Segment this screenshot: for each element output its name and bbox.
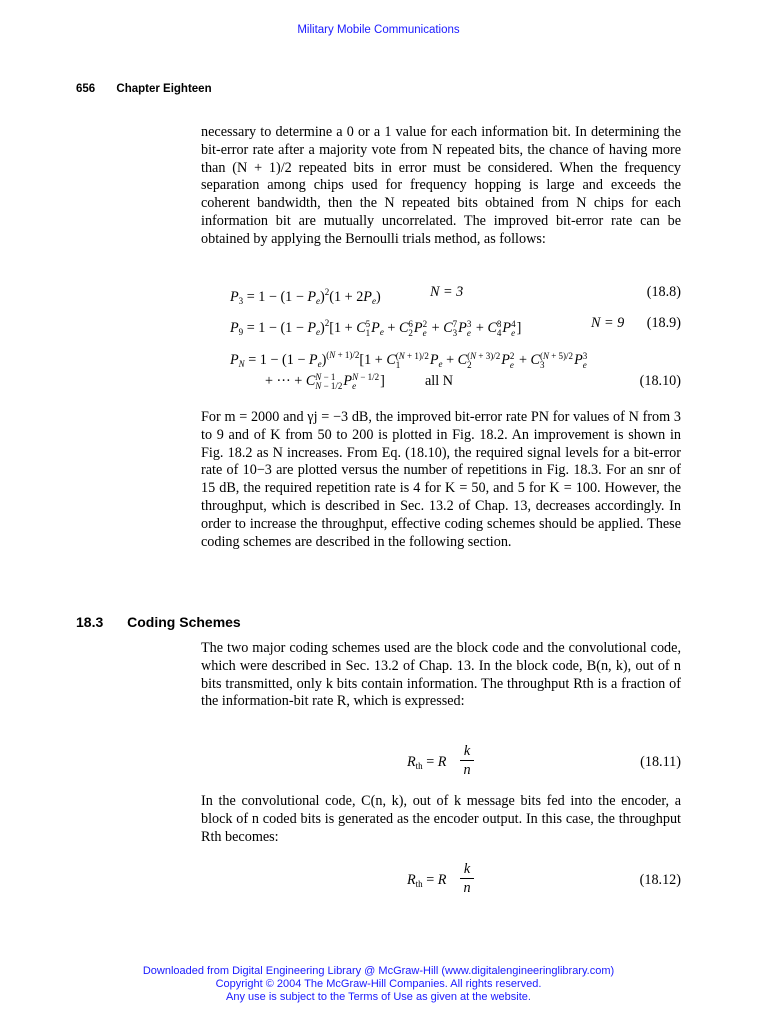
paragraph-bernoulli [201,124,681,249]
footer-terms-link[interactable]: Any use is subject to the Terms of Use as given at the website. [226,991,531,1003]
equation-body: $P_3 = 1 - (1 - P_e)^2(1 + 2P_e)$ [230,287,381,306]
equation-number: (18.8) [646,284,681,300]
equation-body: $P_N = 1 - (1 - P_e)^{(N + 1)/2}[1 + C(N + 1)/2$ 1 $P_e + C(N + 3)/2$ 2 P2 e + C(N + 5)/2 3 P3 e [230,350,588,370]
equation-number: (18.12) [639,872,681,888]
equation-condition: N = 3 [430,284,464,300]
equation-body: + ··· + CN − 1 N − 1/2PN − 1/2 e ] [265,371,385,391]
fraction-k-over-n: $\frac{k}{n}$ [460,742,474,779]
section-number: 18.3 [76,614,104,630]
paragraph-text: The two major coding schemes used are the block code and the convolutional code, which were described in Sec. 13.2 of Chap. 13. In the block code, B(n, k), out of n bits transmitted, only k bits contain information. The throughput Rth is a fraction of the information-bit rate R, which is expressed: [201,640,681,710]
paragraph-results [201,409,681,551]
equation-number: (18.9) [646,315,681,331]
paragraph-text: In the convolutional code, C(n, k), out of k message bits fed into the encoder, a block of n coded bits is generated as the encoder output. In this case, the throughput Rth becomes: [201,793,681,845]
equation-condition: all N [425,373,453,389]
section-heading [76,614,241,630]
paragraph-text: necessary to determine a 0 or a 1 value for each information bit. In determining the bit-error rate after a majority vote from N repeated bits, the chance of having more than (N + 1)/2 repeated bits in error must be considered. When the frequency separation among chips used for frequency hopping is large and exceeds the coherent bandwidth, then the N repeated bits obtained from N chips for each information bit are mutually uncorrelated. The improved bit-error rate can be obtained by applying the Bernoulli trials method, as follows: [201,124,681,247]
equation-18-9 [230,312,681,338]
footer-download-link[interactable]: Downloaded from Digital Engineering Library @ McGraw-Hill (www.digitalengineeringlibrary.com) [142,965,615,977]
equation-18-10-line1 [230,344,681,370]
equation-18-11 [230,742,681,782]
equation-lhs: $R_{th} = R$ [407,872,447,889]
footer-copyright: Copyright © 2004 The McGraw-Hill Companies. All rights reserved. [215,978,542,990]
chapter-title: Chapter Eighteen [116,83,212,95]
equation-18-12 [230,860,681,900]
paragraph-text: For m = 2000 and γj = −3 dB, the improved bit-error rate PN for values of N from 3 to 9 and of K from 50 to 200 is plotted in Fig. 18.2. An improvement is shown in Fig. 18.2 as N increases. From Eq. (18.10), the required signal levels for a bit-error rate of 10−3 are plotted versus the number of repetitions in Fig. 18.3. For an snr of 15 dB, the required repetition rate is 4 for K = 50, and 5 for K = 100. However, the throughput, which is described in Sec. 13.2 of Chap. 13, decreases accordingly. In order to increase the throughput, effective coding schemes should be applied. These coding schemes are described in the following section. [201,409,681,550]
equation-number: (18.11) [640,754,681,770]
book-title-link[interactable]: Military Mobile Communications [297,24,460,36]
paragraph-convolutional-code [201,793,681,846]
equation-lhs: $R_{th} = R$ [407,754,447,771]
paragraph-block-code [201,640,681,711]
page-number: 656 [76,83,96,95]
running-head [76,83,212,95]
equation-number: (18.10) [639,373,681,389]
section-title: Coding Schemes [127,614,241,630]
equation-18-10-line2 [230,370,681,392]
equation-condition: N = 9 [591,315,625,331]
footer [0,965,757,1004]
fraction-k-over-n: $\frac{k}{n}$ [460,860,474,897]
equation-18-8 [230,281,681,306]
equation-body: $P_9 = 1 - (1 - P_e)^2[1 + C5$ $1P_e + C6$ 2P2 e + C7 3P3 e + C8 4P4 e ] [230,318,522,338]
